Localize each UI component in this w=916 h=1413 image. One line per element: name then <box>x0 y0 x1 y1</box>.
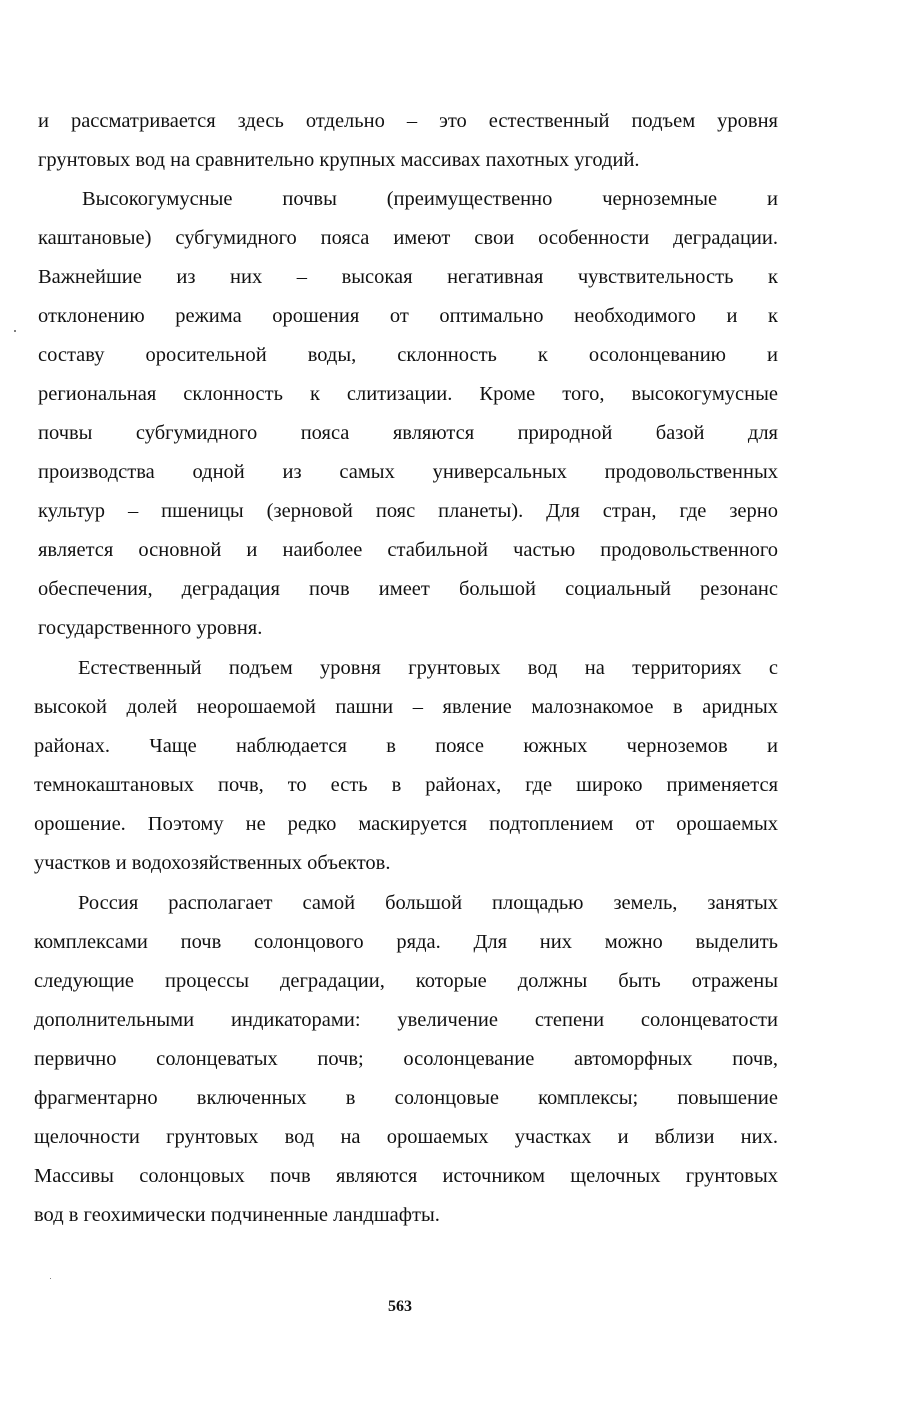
text-line: Важнейшие из них – высокая негативная чувствительность к <box>38 266 778 288</box>
text-line: следующие процессы деградации, которые должны быть отражены <box>34 970 778 992</box>
paragraph-3 <box>34 649 778 883</box>
text-line: первично солонцеватых почв; осолонцевание автоморфных почв, <box>34 1048 778 1070</box>
text-line: Естественный подъем уровня грунтовых вод на территориях с <box>78 657 778 679</box>
text-line: отклонению режима орошения от оптимально необходимого и к <box>38 305 778 327</box>
text-line: культур – пшеницы (зерновой пояс планеты). Для стран, где зерно <box>38 500 778 522</box>
text-line: государственного уровня. <box>38 617 263 639</box>
page-number: 563 <box>388 1298 412 1315</box>
text-line: комплексами почв солонцового ряда. Для них можно выделить <box>34 931 778 953</box>
text-line: вод в геохимически подчиненные ландшафты. <box>34 1204 440 1226</box>
text-line: темнокаштановых почв, то есть в районах, где широко применяется <box>34 774 778 796</box>
scan-speck <box>14 330 16 332</box>
scan-speck <box>50 1278 51 1279</box>
text-line: участков и водохозяйственных объектов. <box>34 852 391 874</box>
text-line: высокой долей неорошаемой пашни – явление малознакомое в аридных <box>34 696 778 718</box>
text-line: Россия располагает самой большой площадью земель, занятых <box>78 892 778 914</box>
text-line: грунтовых вод на сравнительно крупных массивах пахотных угодий. <box>38 149 640 171</box>
text-line: региональная склонность к слитизации. Кроме того, высокогумусные <box>38 383 778 405</box>
text-line: и рассматривается здесь отдельно – это естественный подъем уровня <box>38 110 778 132</box>
text-line: фрагментарно включенных в солонцовые комплексы; повышение <box>34 1087 778 1109</box>
text-line: каштановые) субгумидного пояса имеют свои особенности деградации. <box>38 227 778 249</box>
text-line: составу оросительной воды, склонность к осолонцеванию и <box>38 344 778 366</box>
text-line: районах. Чаще наблюдается в поясе южных черноземов и <box>34 735 778 757</box>
paragraph-1 <box>38 102 778 180</box>
text-line: Массивы солонцовых почв являются источником щелочных грунтовых <box>34 1165 778 1187</box>
text-line: почвы субгумидного пояса являются природной базой для <box>38 422 778 444</box>
paragraph-2 <box>38 180 778 648</box>
text-line: Высокогумусные почвы (преимущественно черноземные и <box>82 188 778 210</box>
text-line: дополнительными индикаторами: увеличение степени солонцеватости <box>34 1009 778 1031</box>
text-line: обеспечения, деградация почв имеет большой социальный резонанс <box>38 578 778 600</box>
text-line: щелочности грунтовых вод на орошаемых участках и вблизи них. <box>34 1126 778 1148</box>
text-line: является основной и наиболее стабильной частью продовольственного <box>38 539 778 561</box>
text-line: производства одной из самых универсальных продовольственных <box>38 461 778 483</box>
text-line: орошение. Поэтому не редко маскируется подтоплением от орошаемых <box>34 813 778 835</box>
paragraph-4 <box>34 884 778 1235</box>
